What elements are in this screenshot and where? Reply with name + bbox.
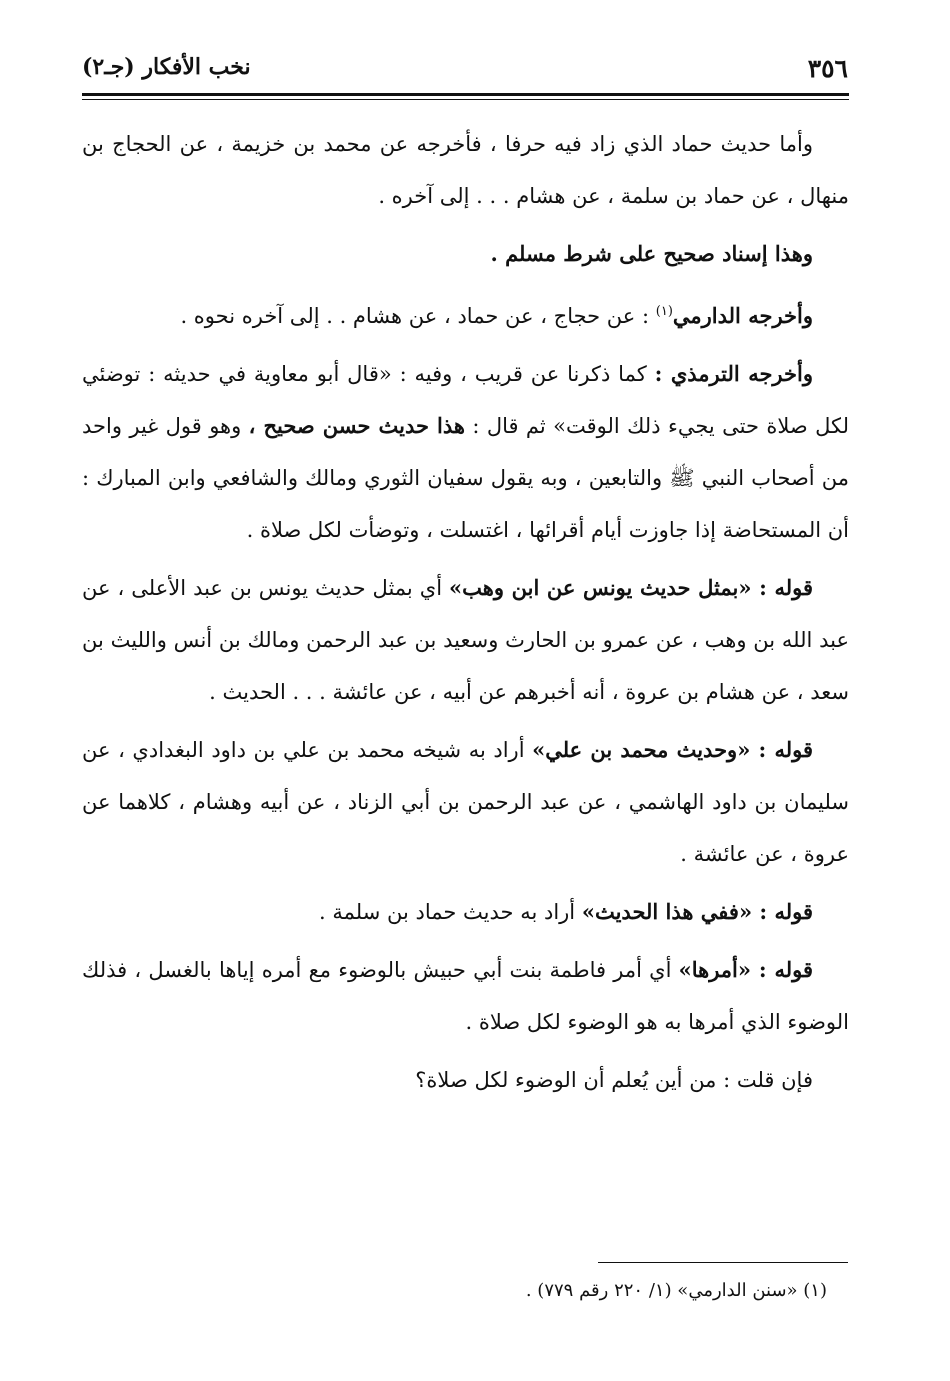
running-title: نخب الأفكار (جـ٢) [82,54,251,80]
paragraph-2 [82,228,849,280]
footnote-separator [598,1262,848,1263]
page-number: ٣٥٦ [807,54,848,83]
paragraph-7 [82,886,849,938]
footnote-text: (١) «سنن الدارمي» (١/ ٢٢٠ رقم ٧٧٩) . [525,1280,827,1301]
footnote-marker: (١) [655,304,673,319]
paragraph-6 [82,724,849,880]
paragraph-text: وأما حديث حماد الذي زاد فيه حرفا ، فأخرجه عن محمد بن خزيمة ، عن الحجاج بن منهال ، عن حماد بن سلمة ، عن هشام . . . إلى آخره . [82,132,849,208]
paragraph-text: أي بمثل حديث يونس بن عبد الأعلى ، عن عبد الله بن وهب ، عن عمرو بن الحارث وسعيد بن عبد الرحمن ومالك بن أنس والليث بن سعد ، عن هشام بن عروة ، أنه أخبرهم عن أبيه ، عن عائشة . . . الحديث . [82,576,849,704]
paragraph-9 [82,1054,849,1106]
paragraph-lead: قوله : «أمرها» [678,957,813,982]
paragraph-text: فإن قلت : من أين يُعلم أن الوضوء لكل صلاة؟ [415,1068,813,1092]
paragraph-lead: وأخرجه الدارمي [672,303,813,328]
paragraph-lead: قوله : «وحديث محمد بن علي» [532,737,814,762]
paragraph-lead: وهذا إسناد صحيح على شرط مسلم . [490,241,813,266]
paragraph-lead: قوله : «ففي هذا الحديث» [581,899,813,924]
page-header [82,50,848,90]
header-rule-thick [82,93,849,96]
paragraph-text: أي أمر فاطمة بنت أبي حبيش بالوضوء مع أمره إياها بالغسل ، فذلك الوضوء الذي أمرها به هو الوضوء لكل صلاة . [82,958,849,1034]
paragraph-1 [82,118,849,222]
body-text [82,118,849,1112]
paragraph-text: أراد به حديث حماد بن سلمة . [319,900,582,924]
paragraph-4 [82,348,849,556]
paragraph-lead: وأخرجه الترمذي : [654,361,813,386]
paragraph-text: كما ذكرنا عن قريب ، وفيه : «قال أبو معاوية في حديثه : توضئي لكل صلاة حتى يجيء ذلك الوقت» ثم قال : [82,362,849,438]
paragraph-emphasis: هذا حديث حسن صحيح ، [248,413,465,438]
footnote [82,1276,827,1306]
paragraph-3 [82,286,849,342]
paragraph-text-continued: وهو قول غير واحد من أصحاب النبي ﷺ والتابعين ، وبه يقول سفيان الثوري ومالك والشافعي وابن المبارك : أن المستحاضة إذا جاوزت أيام أقرائها ، اغتسلت ، وتوضأت لكل صلاة . [82,414,849,542]
paragraph-text: : عن حجاج ، عن حماد ، عن هشام . . إلى آخره نحوه . [180,304,656,328]
paragraph-text: أراد به شيخه محمد بن علي بن داود البغدادي ، عن سليمان بن داود الهاشمي ، عن عبد الرحمن بن أبي الزناد ، عن أبيه وهشام ، كلاهما عن عروة ، عن عائشة . [82,738,849,866]
paragraph-lead: قوله : «بمثل حديث يونس عن ابن وهب» [449,575,814,600]
paragraph-8 [82,944,849,1048]
header-rule-thin [82,99,849,100]
paragraph-5 [82,562,849,718]
